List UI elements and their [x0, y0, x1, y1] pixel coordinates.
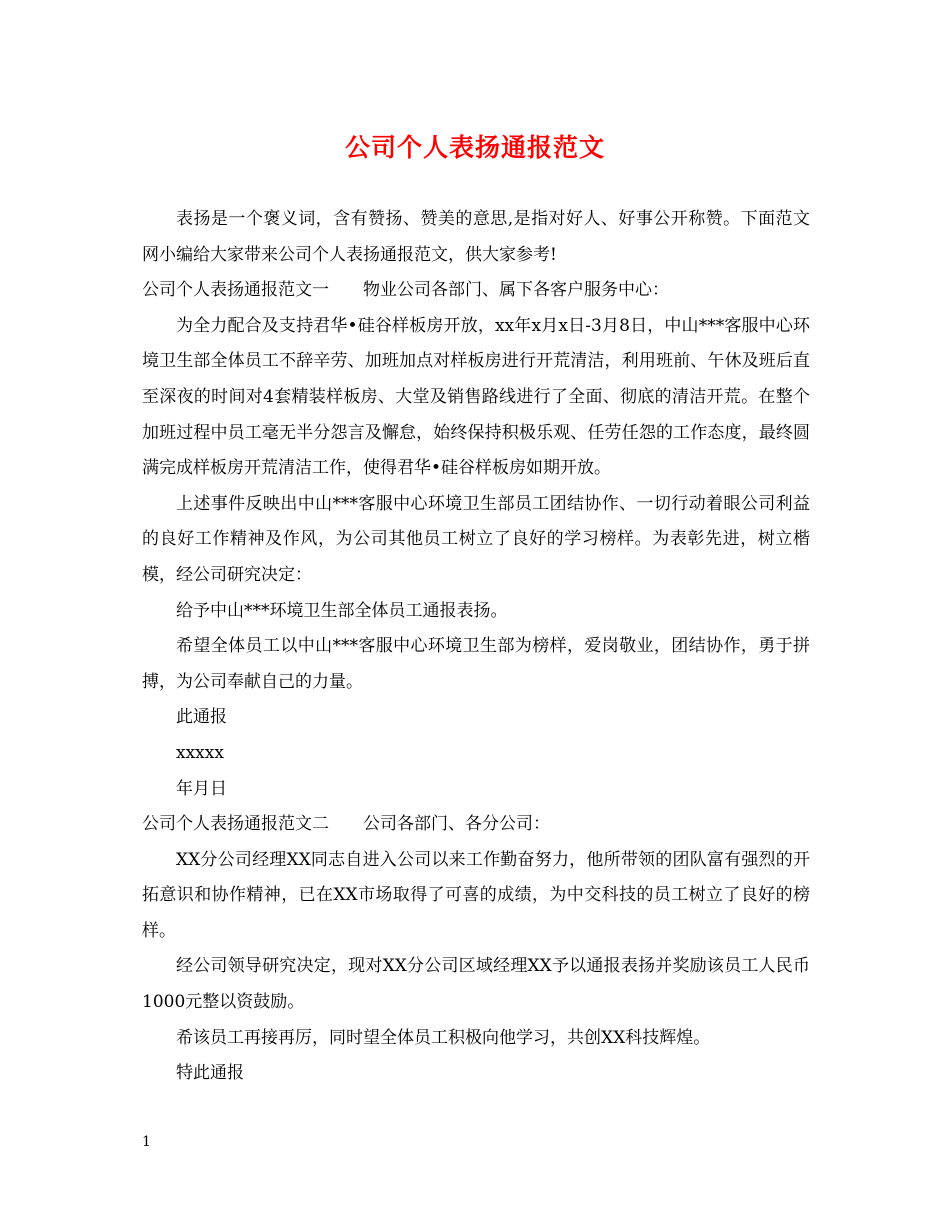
section1-paragraph-1: 为全力配合及支持君华•硅谷样板房开放，xx年x月x日-3月8日，中山***客服中心环境卫生部全体员工不辞辛劳、加班加点对样板房进行开荒清洁，利用班前、午休及班后直至深夜的时间对4套精装样板房、大堂及销售路线进行了全面、彻底的清洁开荒。在整个加班过程中员工毫无半分怨言及懈怠，始终保持积极乐观、任劳任怨的工作态度，最终圆满完成样板房开荒清洁工作，使得君华•硅谷样板房如期开放。 — [142, 315, 810, 479]
section1-closing: 此通报 — [176, 707, 227, 728]
section2-heading: 公司个人表扬通报范文二 — [142, 814, 329, 835]
section1-heading-line — [142, 273, 810, 309]
page-number: 1 — [142, 1134, 151, 1150]
section1-paragraph-2: 上述事件反映出中山***客服中心环境卫生部员工团结协作、一切行动着眼公司利益的良好工作精神及作风，为公司其他员工树立了良好的学习榜样。为表彰先进，树立楷模，经公司研究决定： — [142, 493, 810, 585]
section1-heading: 公司个人表扬通报范文一 — [142, 280, 329, 301]
section2-paragraph-1: XX分公司经理XX同志自进入公司以来工作勤奋努力，他所带领的团队富有强烈的开拓意识和协作精神，已在XX市场取得了可喜的成绩，为中交科技的员工树立了良好的榜样。 — [142, 849, 810, 941]
document-body — [142, 202, 810, 1092]
section1-signature: xxxxx — [176, 742, 224, 763]
section1-date: 年月日 — [176, 778, 227, 799]
intro-paragraph: 表扬是一个褒义词，含有赞扬、赞美的意思,是指对好人、好事公开称赞。下面范文网小编给大家带来公司个人表扬通报范文，供大家参考! — [142, 209, 810, 265]
section1-paragraph-3: 给予中山***环境卫生部全体员工通报表扬。 — [176, 600, 508, 621]
section2-heading-line — [142, 807, 810, 843]
section2-paragraph-2: 经公司领导研究决定，现对XX分公司区域经理XX予以通报表扬并奖励该员工人民币1000元整以资鼓励。 — [142, 956, 810, 1013]
section2-paragraph-3: 希该员工再接再厉，同时望全体员工积极向他学习，共创XX科技辉煌。 — [176, 1027, 711, 1048]
section2-addressee: 公司各部门、各分公司： — [363, 814, 550, 835]
section1-paragraph-4: 希望全体员工以中山***客服中心环境卫生部为榜样，爱岗敬业，团结协作，勇于拼搏，为公司奉献自己的力量。 — [142, 636, 810, 692]
section1-addressee: 物业公司各部门、属下各客户服务中心： — [363, 280, 669, 301]
section2-closing: 特此通报 — [176, 1063, 244, 1084]
document-title: 公司个人表扬通报范文 — [344, 133, 605, 162]
